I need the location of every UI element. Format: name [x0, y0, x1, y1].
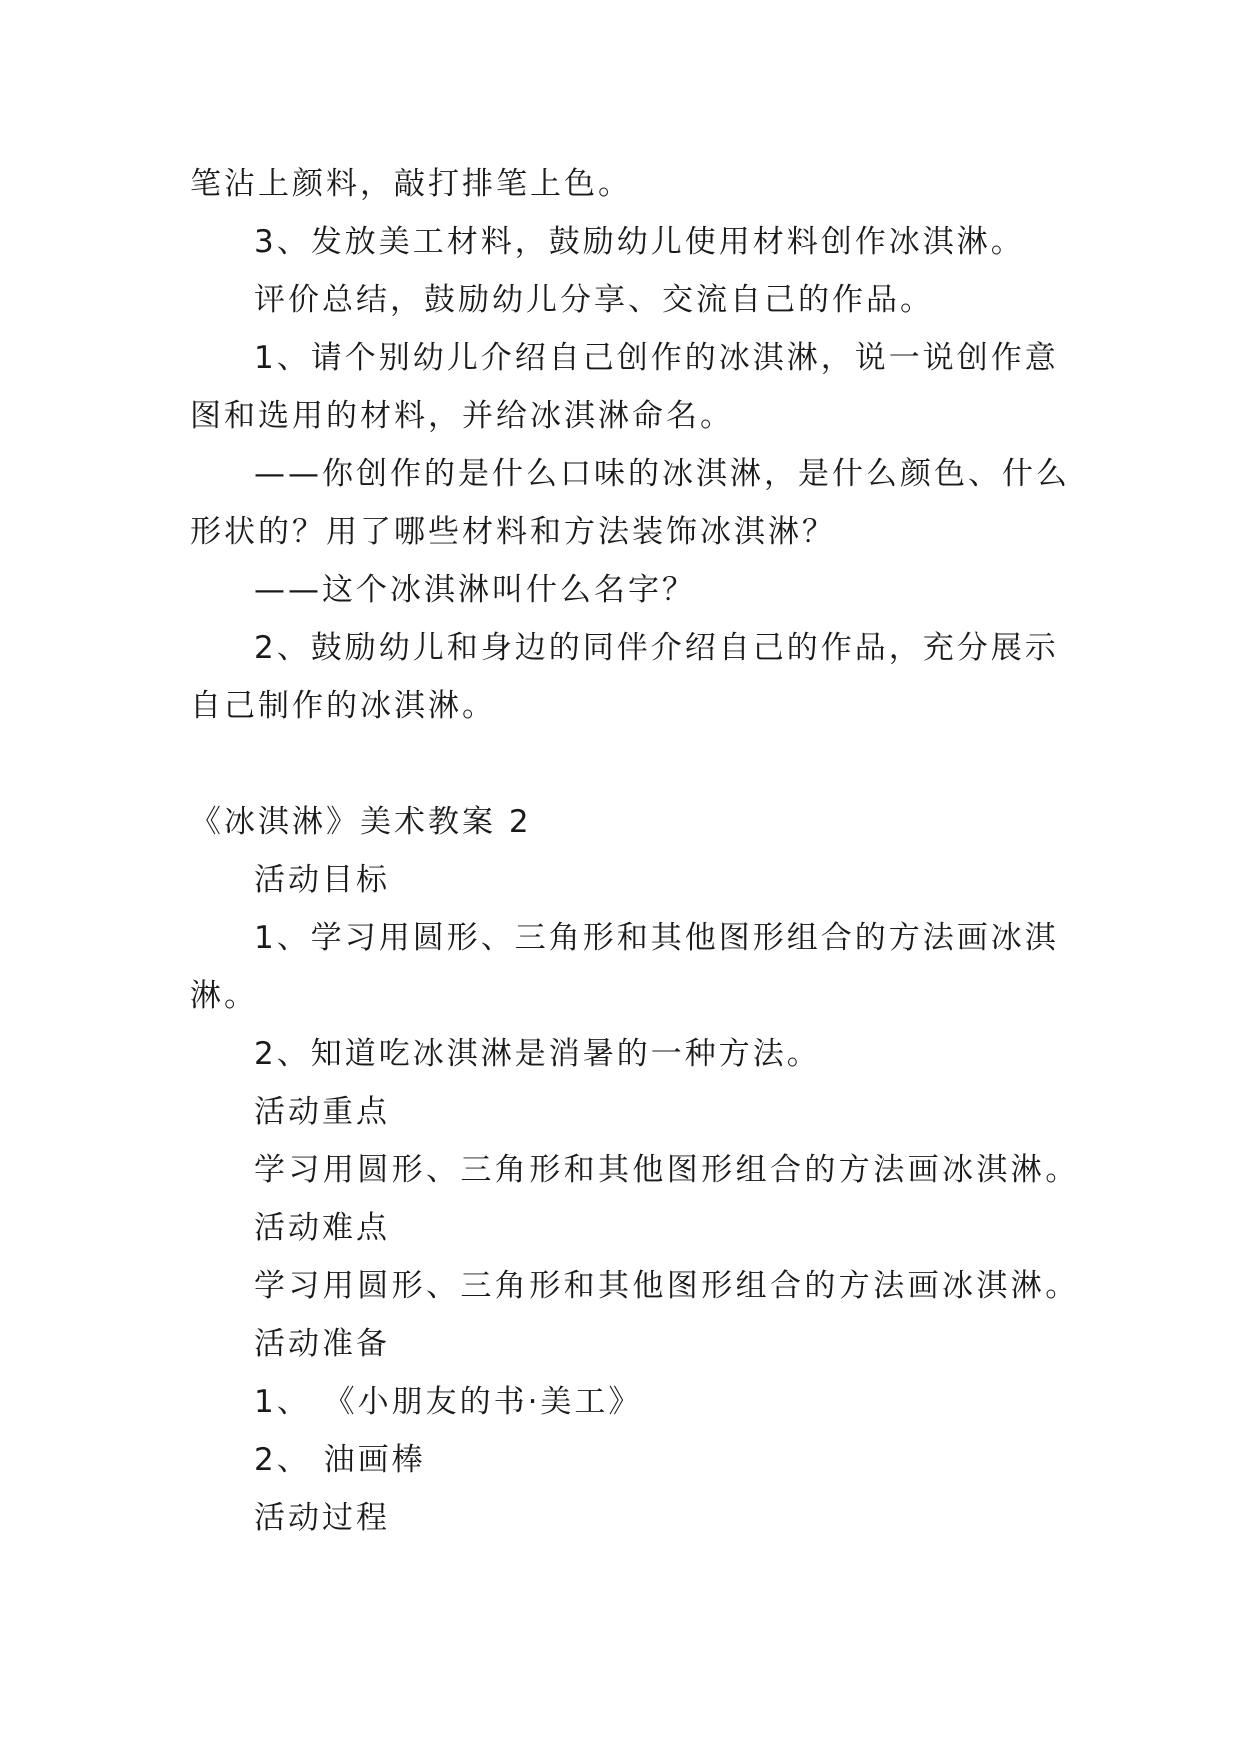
text-line: 评价总结，鼓励幼儿分享、交流自己的作品。 — [254, 282, 934, 318]
subheading: 活动过程 — [254, 1500, 390, 1536]
subheading: 活动准备 — [254, 1326, 390, 1362]
subheading: 活动重点 — [254, 1094, 390, 1130]
subheading: 活动难点 — [254, 1210, 390, 1246]
list-item: 2、 油画棒 — [254, 1442, 426, 1478]
text-line: 笔沾上颜料，敲打排笔上色。 — [190, 166, 632, 202]
text-line: 自己制作的冰淇淋。 — [190, 688, 496, 724]
text-line: 1、学习用圆形、三角形和其他图形组合的方法画冰淇 — [254, 920, 1059, 956]
text-line: 淋。 — [190, 978, 258, 1014]
text-line: 形状的？用了哪些材料和方法装饰冰淇淋？ — [190, 514, 836, 550]
text-line: 学习用圆形、三角形和其他图形组合的方法画冰淇淋。 — [254, 1152, 1080, 1188]
text-line: 3、发放美工材料，鼓励幼儿使用材料创作冰淇淋。 — [254, 224, 1025, 260]
section-heading: 《冰淇淋》美术教案 2 — [190, 804, 532, 840]
text-line: 2、知道吃冰淇淋是消暑的一种方法。 — [254, 1036, 821, 1072]
subheading: 活动目标 — [254, 862, 390, 898]
text-line: ——你创作的是什么口味的冰淇淋，是什么颜色、什么 — [254, 456, 1070, 492]
text-line: 1、请个别幼儿介绍自己创作的冰淇淋，说一说创作意 — [254, 340, 1059, 376]
text-line: ——这个冰淇淋叫什么名字？ — [254, 572, 696, 608]
list-item: 1、 《小朋友的书·美工》 — [254, 1384, 643, 1420]
text-line: 学习用圆形、三角形和其他图形组合的方法画冰淇淋。 — [254, 1268, 1080, 1304]
text-line: 图和选用的材料，并给冰淇淋命名。 — [190, 398, 734, 434]
text-line: 2、鼓励幼儿和身边的同伴介绍自己的作品，充分展示 — [254, 630, 1059, 666]
